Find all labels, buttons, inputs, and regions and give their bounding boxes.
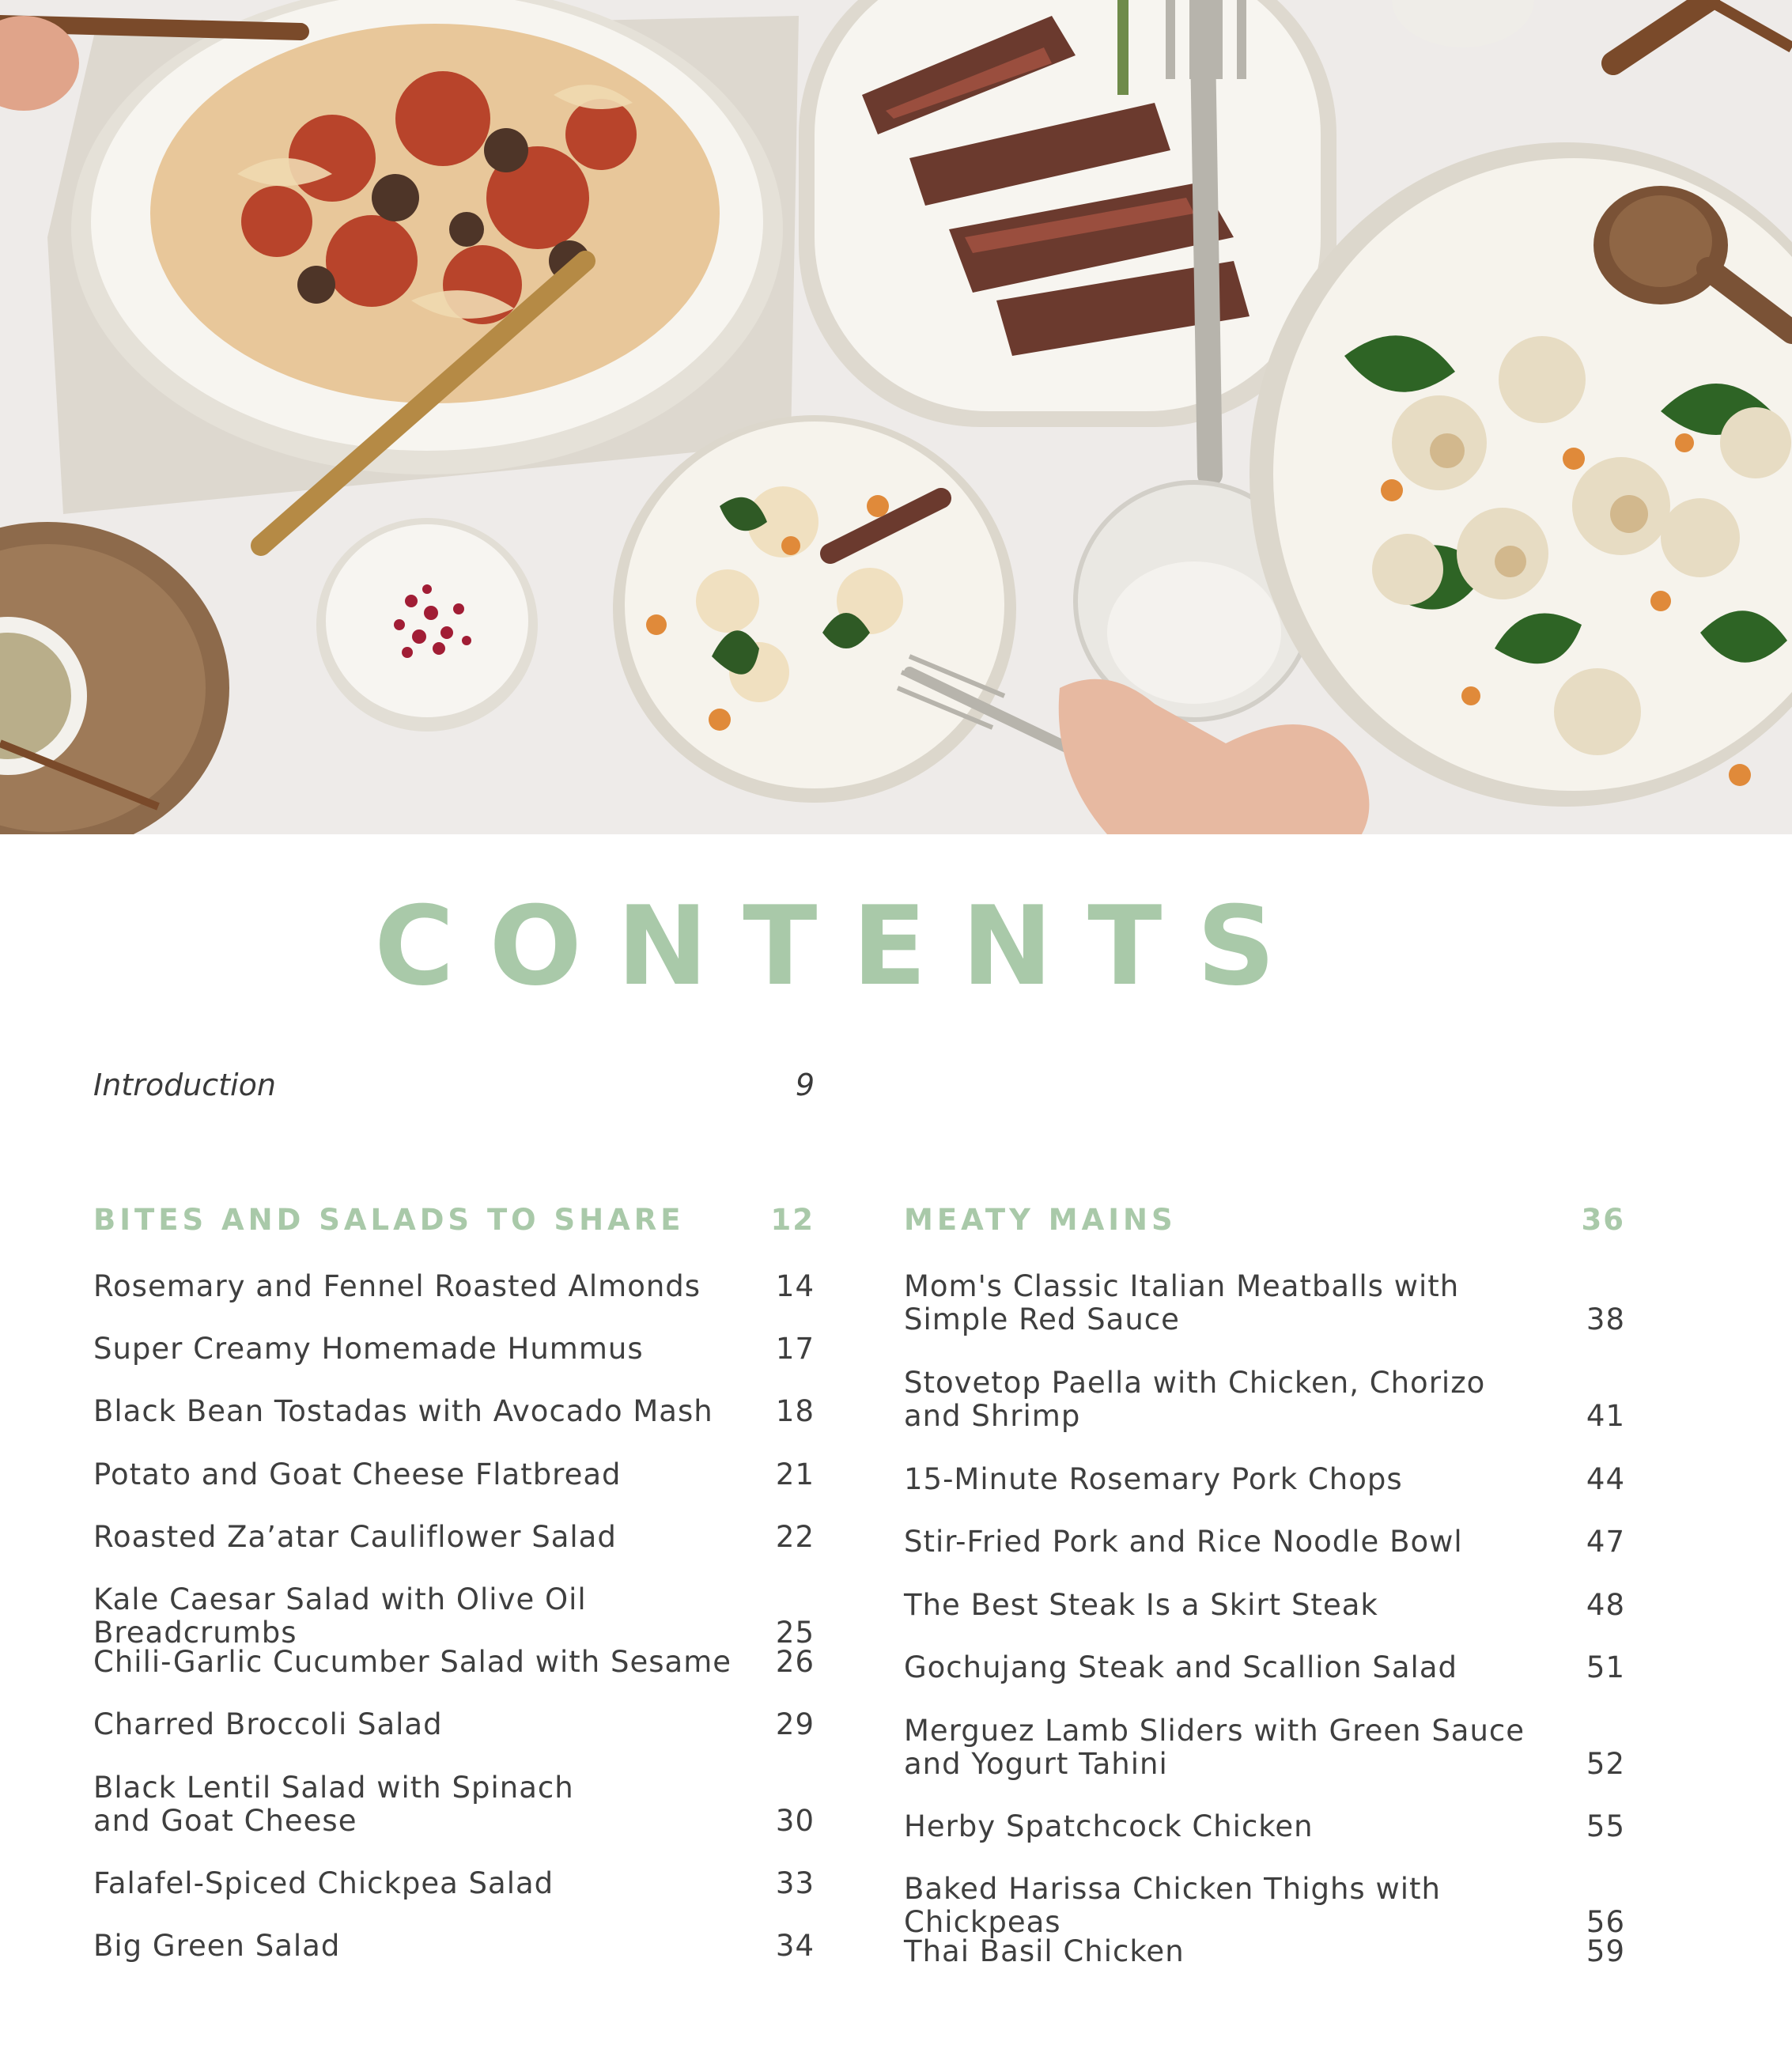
entry-title: Stir-Fried Pork and Rice Noodle Bowl — [904, 1525, 1463, 1559]
entry-title: Mom's Classic Italian Meatballs with Simple Red Sauce — [904, 1269, 1460, 1336]
entry-title: The Best Steak Is a Skirt Steak — [904, 1588, 1378, 1622]
toc-entry — [93, 1458, 815, 1491]
toc-entry — [904, 1589, 1625, 1622]
food-photo — [0, 0, 1792, 834]
entry-title: Charred Broccoli Salad — [93, 1707, 443, 1741]
entry-page: 41 — [1586, 1399, 1625, 1433]
toc-entry — [93, 1270, 815, 1303]
entry-page: 51 — [1586, 1650, 1625, 1684]
entry-page: 17 — [775, 1332, 815, 1366]
toc-entry — [93, 1521, 815, 1554]
toc-entry — [93, 1395, 815, 1428]
toc-entry — [904, 1525, 1625, 1559]
toc-entry — [904, 1714, 1625, 1781]
section-heading-meaty-mains — [904, 1200, 1625, 1240]
entry-page: 25 — [775, 1616, 815, 1650]
toc-entry — [904, 1463, 1625, 1496]
toc-introduction-title: Introduction — [93, 1068, 276, 1102]
toc-entry — [904, 1935, 1625, 1968]
entry-page: 26 — [775, 1645, 815, 1679]
entry-title: Herby Spatchcock Chicken — [904, 1809, 1314, 1843]
entry-title: Merguez Lamb Sliders with Green Sauce and Yogurt Tahini — [904, 1714, 1525, 1781]
entry-page: 22 — [775, 1520, 815, 1554]
section-page: 36 — [1581, 1203, 1625, 1237]
entry-page: 56 — [1586, 1905, 1625, 1939]
entry-page: 44 — [1586, 1462, 1625, 1496]
page-title: CONTENTS — [374, 883, 1310, 1010]
entry-page: 47 — [1586, 1525, 1625, 1559]
toc-entry — [93, 1867, 815, 1900]
entry-page: 33 — [775, 1866, 815, 1900]
toc-introduction-page: 9 — [795, 1068, 815, 1102]
entry-page: 30 — [775, 1804, 815, 1838]
toc-entry — [93, 1708, 815, 1741]
entry-title: Potato and Goat Cheese Flatbread — [93, 1457, 622, 1491]
entry-page: 59 — [1586, 1934, 1625, 1968]
toc-entry — [93, 1333, 815, 1366]
section-heading-bites — [93, 1200, 815, 1240]
entry-title: Black Lentil Salad with Spinach and Goat Cheese — [93, 1771, 574, 1838]
entry-title: Big Green Salad — [93, 1929, 341, 1963]
section-title: BITES AND SALADS TO SHARE — [93, 1203, 685, 1237]
entry-page: 21 — [775, 1457, 815, 1491]
entry-title: Baked Harissa Chicken Thighs with Chickpeas — [904, 1872, 1441, 1939]
entry-page: 52 — [1586, 1747, 1625, 1781]
entry-page: 18 — [775, 1394, 815, 1428]
entry-title: Falafel-Spiced Chickpea Salad — [93, 1866, 554, 1900]
entry-title: Black Bean Tostadas with Avocado Mash — [93, 1394, 713, 1428]
entry-title: Chili-Garlic Cucumber Salad with Sesame — [93, 1645, 732, 1679]
entry-title: Thai Basil Chicken — [904, 1934, 1185, 1968]
entry-title: Rosemary and Fennel Roasted Almonds — [93, 1269, 701, 1303]
entry-title: Super Creamy Homemade Hummus — [93, 1332, 644, 1366]
entry-title: Kale Caesar Salad with Olive Oil Breadcrumbs — [93, 1582, 587, 1650]
toc-entry — [93, 1930, 815, 1963]
entry-page: 48 — [1586, 1588, 1625, 1622]
entry-title: 15-Minute Rosemary Pork Chops — [904, 1462, 1403, 1496]
entry-title: Stovetop Paella with Chicken, Chorizo and Shrimp — [904, 1366, 1486, 1433]
toc-entry — [904, 1270, 1625, 1336]
toc-entry — [93, 1583, 815, 1650]
toc-entry — [904, 1651, 1625, 1684]
toc-entry — [904, 1873, 1625, 1939]
entry-page: 14 — [775, 1269, 815, 1303]
entry-title: Roasted Za’atar Cauliflower Salad — [93, 1520, 617, 1554]
section-title: MEATY MAINS — [904, 1203, 1177, 1237]
toc-entry — [93, 1646, 815, 1679]
entry-page: 29 — [775, 1707, 815, 1741]
entry-title: Gochujang Steak and Scallion Salad — [904, 1650, 1457, 1684]
toc-introduction — [93, 1066, 815, 1104]
toc-entry — [904, 1810, 1625, 1843]
toc-entry — [904, 1367, 1625, 1433]
entry-page: 55 — [1586, 1809, 1625, 1843]
section-page: 12 — [770, 1203, 815, 1237]
entry-page: 34 — [775, 1929, 815, 1963]
toc-entry — [93, 1771, 815, 1838]
entry-page: 38 — [1586, 1302, 1625, 1336]
